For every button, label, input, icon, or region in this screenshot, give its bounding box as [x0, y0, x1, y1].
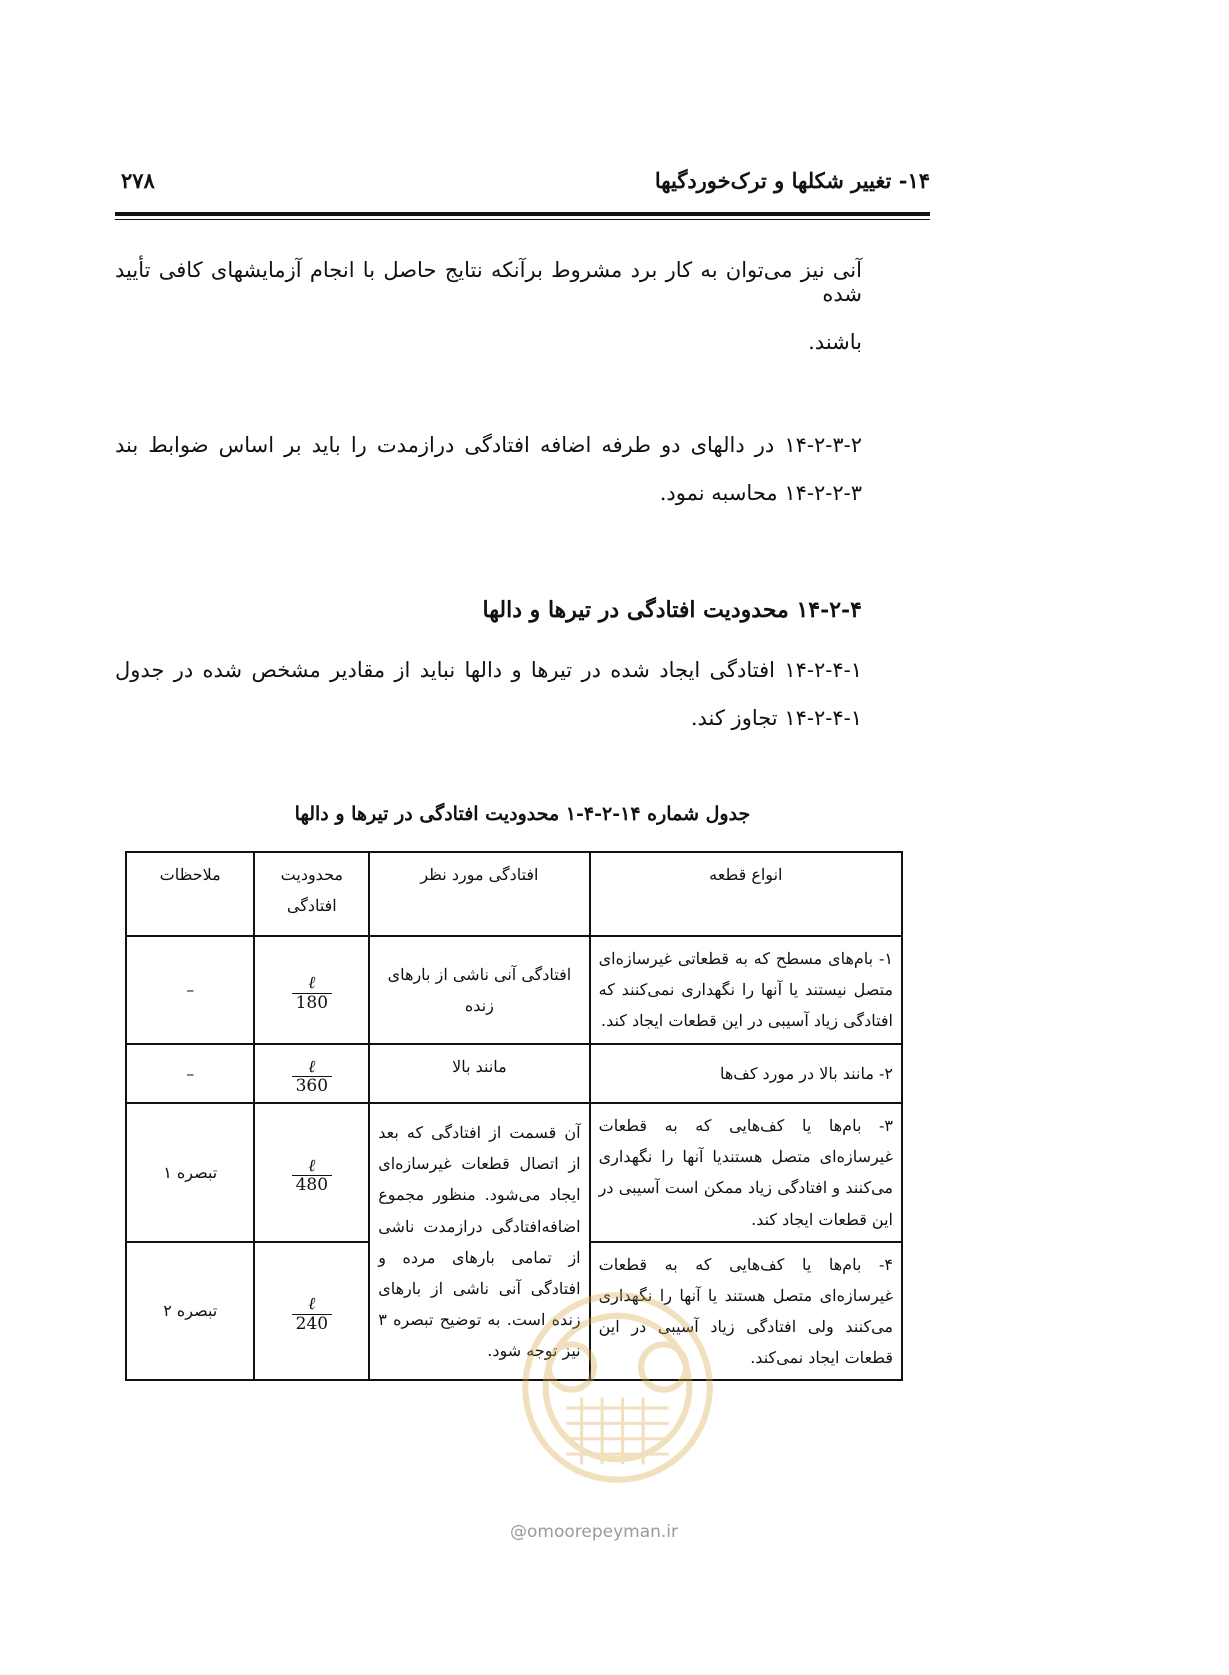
- page-header: [115, 168, 930, 198]
- cell-notes: تبصره ۲: [126, 1242, 254, 1381]
- cell-deflection: مانند بالا: [369, 1044, 589, 1103]
- table-row: [126, 936, 902, 1044]
- fraction-denominator: 360: [292, 1076, 332, 1096]
- paragraph-2-line-1: ۱۴-۲-۳-۲ در دالهای دو طرفه اضافه افتادگی درازمدت را باید بر اساس ضوابط بند: [115, 433, 862, 457]
- cell-limit: [254, 1242, 369, 1381]
- table-row: [126, 1103, 902, 1242]
- limit-fraction: [292, 1295, 332, 1333]
- cell-deflection: افتادگی آنی ناشی از بارهای زنده: [369, 936, 589, 1044]
- chapter-title: ۱۴- تغییر شکلها و ترک‌خوردگیها: [654, 168, 930, 193]
- header-limit: محدودیت افتادگی: [254, 852, 369, 936]
- header-type: انواع قطعه: [590, 852, 902, 936]
- page-number: ۲۷۸: [121, 168, 155, 193]
- section-heading: ۱۴-۲-۴ محدودیت افتادگی در تیرها و دالها: [482, 597, 862, 623]
- cell-type: ۲- مانند بالا در مورد کف‌ها: [590, 1044, 902, 1103]
- watermark-seal-icon: [515, 1285, 720, 1490]
- paragraph-3-line-1: ۱۴-۲-۴-۱ افتادگی ایجاد شده در تیرها و دالها نباید از مقادیر مشخص شده در جدول: [115, 658, 862, 682]
- cell-notes: –: [126, 1044, 254, 1103]
- header-notes: ملاحظات: [126, 852, 254, 936]
- limit-fraction: [292, 1157, 332, 1195]
- fraction-denominator: 480: [292, 1175, 332, 1195]
- paragraph-1: [115, 258, 862, 354]
- deflection-limits-table: [125, 851, 903, 1381]
- table-header-row: [126, 852, 902, 936]
- paragraph-1-line-2: باشند.: [808, 330, 862, 354]
- fraction-numerator: ℓ: [308, 1155, 316, 1176]
- table-caption: جدول شماره ۱۴-۲-۴-۱ محدودیت افتادگی در تیرها و دالها: [294, 803, 751, 825]
- fraction-numerator: ℓ: [308, 1056, 316, 1077]
- cell-deflection-merged: آن قسمت از افتادگی که بعد از اتصال قطعات غیرسازه‌ای ایجاد می‌شود. منظور مجموع اضافه‌افتادگی درازمدت ناشی از تمامی بارهای مرده و افتادگی آنی ناشی از بارهای زنده است. به توضیح تبصره ۳ نیز توجه شود.: [369, 1103, 589, 1381]
- paragraph-3: [115, 658, 862, 730]
- watermark-url: @omoorepeyman.ir: [510, 1522, 679, 1542]
- cell-limit: [254, 1103, 369, 1242]
- paragraph-1-line-1: آنی نیز می‌توان به کار برد مشروط برآنکه نتایج حاصل با انجام آزمایشهای کافی تأیید شده: [115, 258, 862, 306]
- fraction-numerator: ℓ: [308, 973, 316, 994]
- header-rule-thin: [115, 219, 930, 220]
- cell-limit: [254, 936, 369, 1044]
- fraction-numerator: ℓ: [308, 1294, 316, 1315]
- cell-type: ۱- بام‌های مسطح که به قطعاتی غیرسازه‌ای متصل نیستند یا آنها را نگهداری نمی‌کنند که افتادگی زیاد آسیبی در این قطعات ایجاد کند.: [590, 936, 902, 1044]
- limit-fraction: [292, 974, 332, 1012]
- fraction-denominator: 180: [292, 993, 332, 1013]
- cell-limit: [254, 1044, 369, 1103]
- header-deflection: افتادگی مورد نظر: [369, 852, 589, 936]
- paragraph-2: [115, 433, 862, 505]
- cell-notes: تبصره ۱: [126, 1103, 254, 1242]
- cell-type: ۴- بام‌ها یا کف‌هایی که به قطعات غیرسازه‌ای متصل هستند یا آنها را نگهداری می‌کنند ولی افتادگی زیاد آسیبی در این قطعات ایجاد نمی‌کند.: [590, 1242, 902, 1381]
- header-rule-thick: [115, 212, 930, 216]
- paragraph-3-line-2: ۱۴-۲-۴-۱ تجاوز کند.: [690, 706, 862, 730]
- fraction-denominator: 240: [292, 1314, 332, 1334]
- cell-notes: –: [126, 936, 254, 1044]
- paragraph-2-line-2: ۱۴-۲-۲-۳ محاسبه نمود.: [659, 481, 862, 505]
- cell-type: ۳- بام‌ها یا کف‌هایی که به قطعات غیرسازه‌ای متصل هستندیا آنها را نگهداری می‌کنند و افتادگی زیاد ممکن است آسیبی در این قطعات ایجاد کند.: [590, 1103, 902, 1242]
- table-row: [126, 1044, 902, 1103]
- limit-fraction: [292, 1058, 332, 1096]
